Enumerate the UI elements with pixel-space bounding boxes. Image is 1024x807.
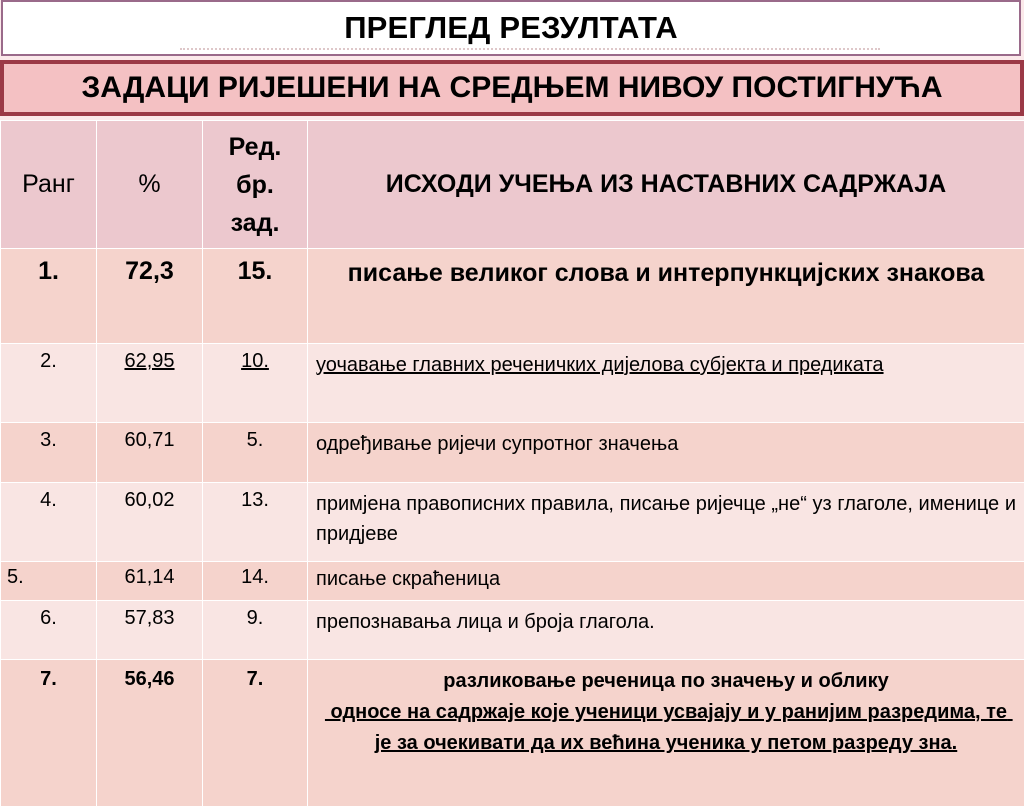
row-outcome: препознавања лица и броја глагола. xyxy=(308,601,1024,660)
header-outcomes: ИСХОДИ УЧЕЊА ИЗ НАСТАВНИХ САДРЖАЈА xyxy=(308,121,1024,249)
table-row xyxy=(1,660,1024,807)
page-title: ПРЕГЛЕД РЕЗУЛТАТА xyxy=(1,0,1021,56)
row-rank: 3. xyxy=(1,423,97,483)
row-task: 7. xyxy=(203,660,308,807)
row-rank: 5. xyxy=(1,562,97,601)
row-task: 14. xyxy=(203,562,308,601)
header-percent: % xyxy=(97,121,203,249)
table-row xyxy=(1,249,1024,344)
row-percent: 57,83 xyxy=(97,601,203,660)
results-table xyxy=(0,120,1024,807)
row-task: 10. xyxy=(203,344,308,423)
row-rank: 6. xyxy=(1,601,97,660)
section-subtitle: ЗАДАЦИ РИЈЕШЕНИ НА СРЕДЊЕМ НИВОУ ПОСТИГНУЋА xyxy=(0,60,1024,116)
row-outcome-note: односе на садржаје које ученици усвајају и у ранијим разредима, те је за очекивати да их већина ученика у петом разреду зна. xyxy=(316,697,1016,759)
row-rank: 7. xyxy=(1,660,97,807)
table-row xyxy=(1,562,1024,601)
row-task: 9. xyxy=(203,601,308,660)
row-task: 15. xyxy=(203,249,308,344)
row-outcome: примјена правописних правила, писање ријечце „не“ уз глаголе, именице и придјеве xyxy=(308,483,1024,562)
table-header-row xyxy=(1,121,1024,249)
row-percent: 60,02 xyxy=(97,483,203,562)
table-row xyxy=(1,423,1024,483)
row-percent: 56,46 xyxy=(97,660,203,807)
header-task-number xyxy=(203,121,308,249)
table-row xyxy=(1,483,1024,562)
row-task: 5. xyxy=(203,423,308,483)
row-outcome: писање скраћеница xyxy=(308,562,1024,601)
row-outcome-line: разликовање реченица по значењу и облику xyxy=(316,666,1016,697)
header-task-number-text: Ред. бр. зад. xyxy=(220,128,290,242)
row-outcome: писање великог слова и интерпункцијских знакова xyxy=(308,249,1024,344)
row-outcome: одређивање ријечи супротног значења xyxy=(308,423,1024,483)
row-percent: 60,71 xyxy=(97,423,203,483)
table-row xyxy=(1,344,1024,423)
row-percent: 62,95 xyxy=(97,344,203,423)
header-rank: Ранг xyxy=(1,121,97,249)
row-outcome xyxy=(308,660,1024,807)
row-rank: 2. xyxy=(1,344,97,423)
row-task: 13. xyxy=(203,483,308,562)
row-outcome: уочавање главних реченичких дијелова субјекта и предиката xyxy=(308,344,1024,423)
row-rank: 1. xyxy=(1,249,97,344)
row-percent: 72,3 xyxy=(97,249,203,344)
table-row xyxy=(1,601,1024,660)
row-percent: 61,14 xyxy=(97,562,203,601)
row-rank: 4. xyxy=(1,483,97,562)
